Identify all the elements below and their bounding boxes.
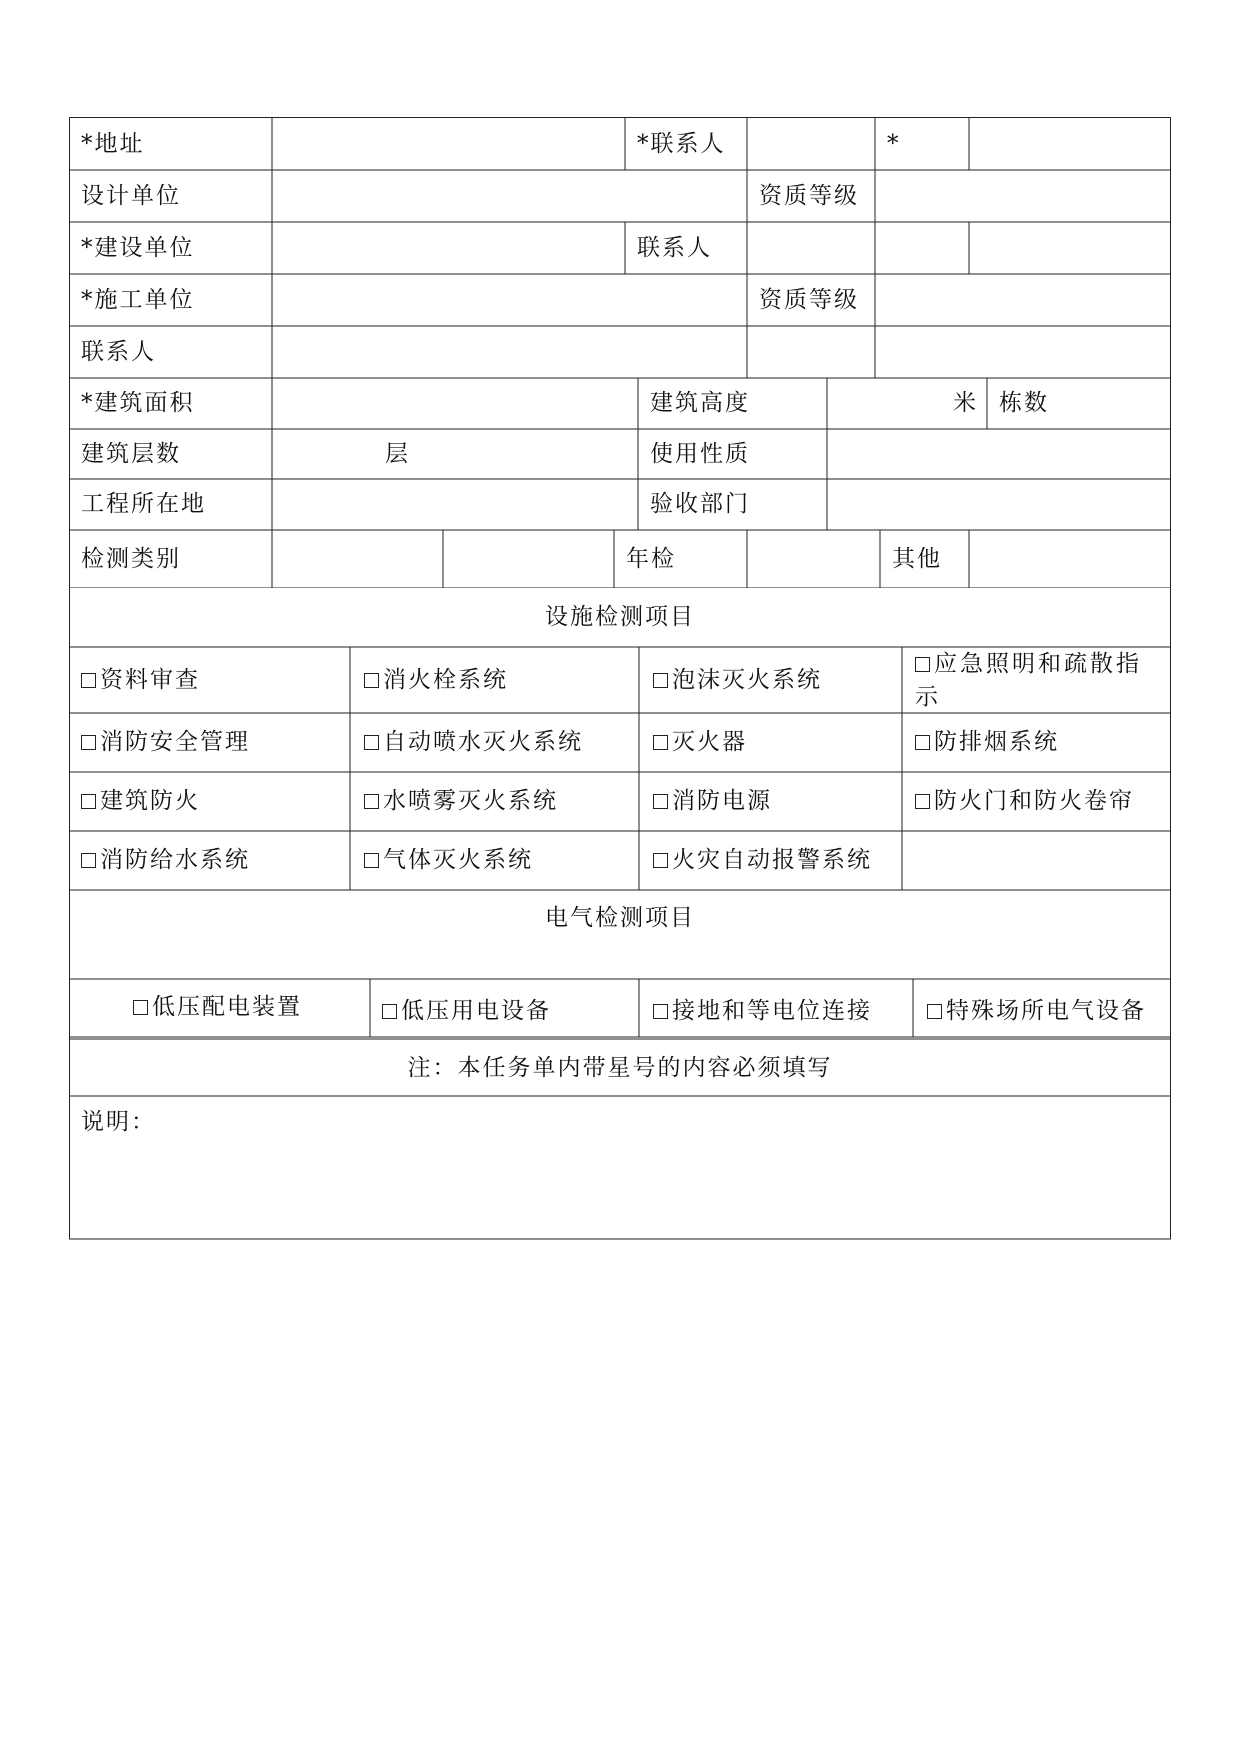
facility-item[interactable]: 消火栓系统 [364,666,508,694]
height-unit: 米 [953,390,978,416]
design-unit-label: 设计单位 [81,183,181,209]
floors-label: 建筑层数 [81,441,181,467]
qualification-level-label: 资质等级 [759,183,859,209]
building-height-label: 建筑高度 [650,390,750,416]
checkbox-icon[interactable] [382,1004,397,1019]
checkbox-icon[interactable] [364,794,379,809]
facility-item[interactable]: 建筑防火 [81,787,200,815]
checkbox-icon[interactable] [915,657,930,672]
facility-item[interactable]: 泡沫灭火系统 [653,666,822,694]
facility-item[interactable]: 防排烟系统 [915,728,1059,756]
checkbox-icon[interactable] [927,1004,942,1019]
facility-section-title: 设施检测项目 [545,604,695,630]
builder-contact-label: 联系人 [81,339,156,365]
facility-item[interactable]: 防火门和防火卷帘 [915,787,1134,815]
basic-info-section [69,117,1171,588]
electrical-item[interactable]: 低压用电设备 [382,997,551,1025]
checkbox-icon[interactable] [915,794,930,809]
checkbox-icon[interactable] [364,853,379,868]
facility-item[interactable]: 气体灭火系统 [364,846,533,874]
builder-unit-label: *施工单位 [81,287,195,313]
building-count-label: 栋数 [999,390,1049,416]
electrical-item[interactable]: 特殊场所电气设备 [927,997,1146,1025]
facility-item[interactable]: 火灾自动报警系统 [653,846,872,874]
facility-item[interactable]: 消防安全管理 [81,728,250,756]
checkbox-icon[interactable] [81,794,96,809]
facility-item[interactable]: 消防电源 [653,787,772,815]
facility-item[interactable]: 灭火器 [653,728,747,756]
task-form-table [69,117,1171,1240]
test-category-label: 检测类别 [81,546,181,572]
facility-item[interactable]: 资料审查 [81,666,200,694]
facility-section [69,588,1171,931]
checkbox-icon[interactable] [81,853,96,868]
checkbox-icon[interactable] [364,673,379,688]
checkbox-icon[interactable] [653,735,668,750]
checkbox-icon[interactable] [653,853,668,868]
checkbox-icon[interactable] [653,673,668,688]
checkbox-icon[interactable] [81,735,96,750]
checkbox-icon[interactable] [653,794,668,809]
electrical-section-title: 电气检测项目 [545,905,695,931]
location-label: 工程所在地 [81,491,206,517]
electrical-item[interactable]: 接地和等电位连接 [653,997,872,1025]
checkbox-icon[interactable] [364,735,379,750]
other-label: 其他 [892,546,942,572]
facility-item[interactable]: 自动喷水灭火系统 [364,728,583,756]
required-star-label: * [887,131,901,157]
construction-contact-label: 联系人 [637,235,712,261]
acceptance-dept-label: 验收部门 [650,491,750,517]
facility-item[interactable]: 水喷雾灭火系统 [364,787,558,815]
contact-label: *联系人 [637,131,726,157]
checkbox-icon[interactable] [915,735,930,750]
basic-info-grid [69,117,1171,588]
checkbox-icon[interactable] [81,673,96,688]
annual-inspection-label: 年检 [626,546,676,572]
construction-unit-label: *建设单位 [81,235,195,261]
electrical-item[interactable]: 低压配电装置 [133,993,302,1021]
facility-item[interactable]: 消防给水系统 [81,846,250,874]
floors-unit: 层 [385,441,410,467]
checkbox-icon[interactable] [653,1004,668,1019]
building-area-label: *建筑面积 [81,390,195,416]
facility-item[interactable]: 应急照明和疏散指示 [915,651,1142,710]
usage-label: 使用性质 [650,441,750,467]
required-fields-note: 注：本任务单内带星号的内容必须填写 [407,1055,833,1081]
address-label: *地址 [81,131,145,157]
builder-qualification-label: 资质等级 [759,287,859,313]
electrical-section [69,920,1171,1240]
checkbox-icon[interactable] [133,1000,148,1015]
remarks-area[interactable] [209,1102,1159,1232]
remarks-label: 说明： [81,1109,156,1135]
